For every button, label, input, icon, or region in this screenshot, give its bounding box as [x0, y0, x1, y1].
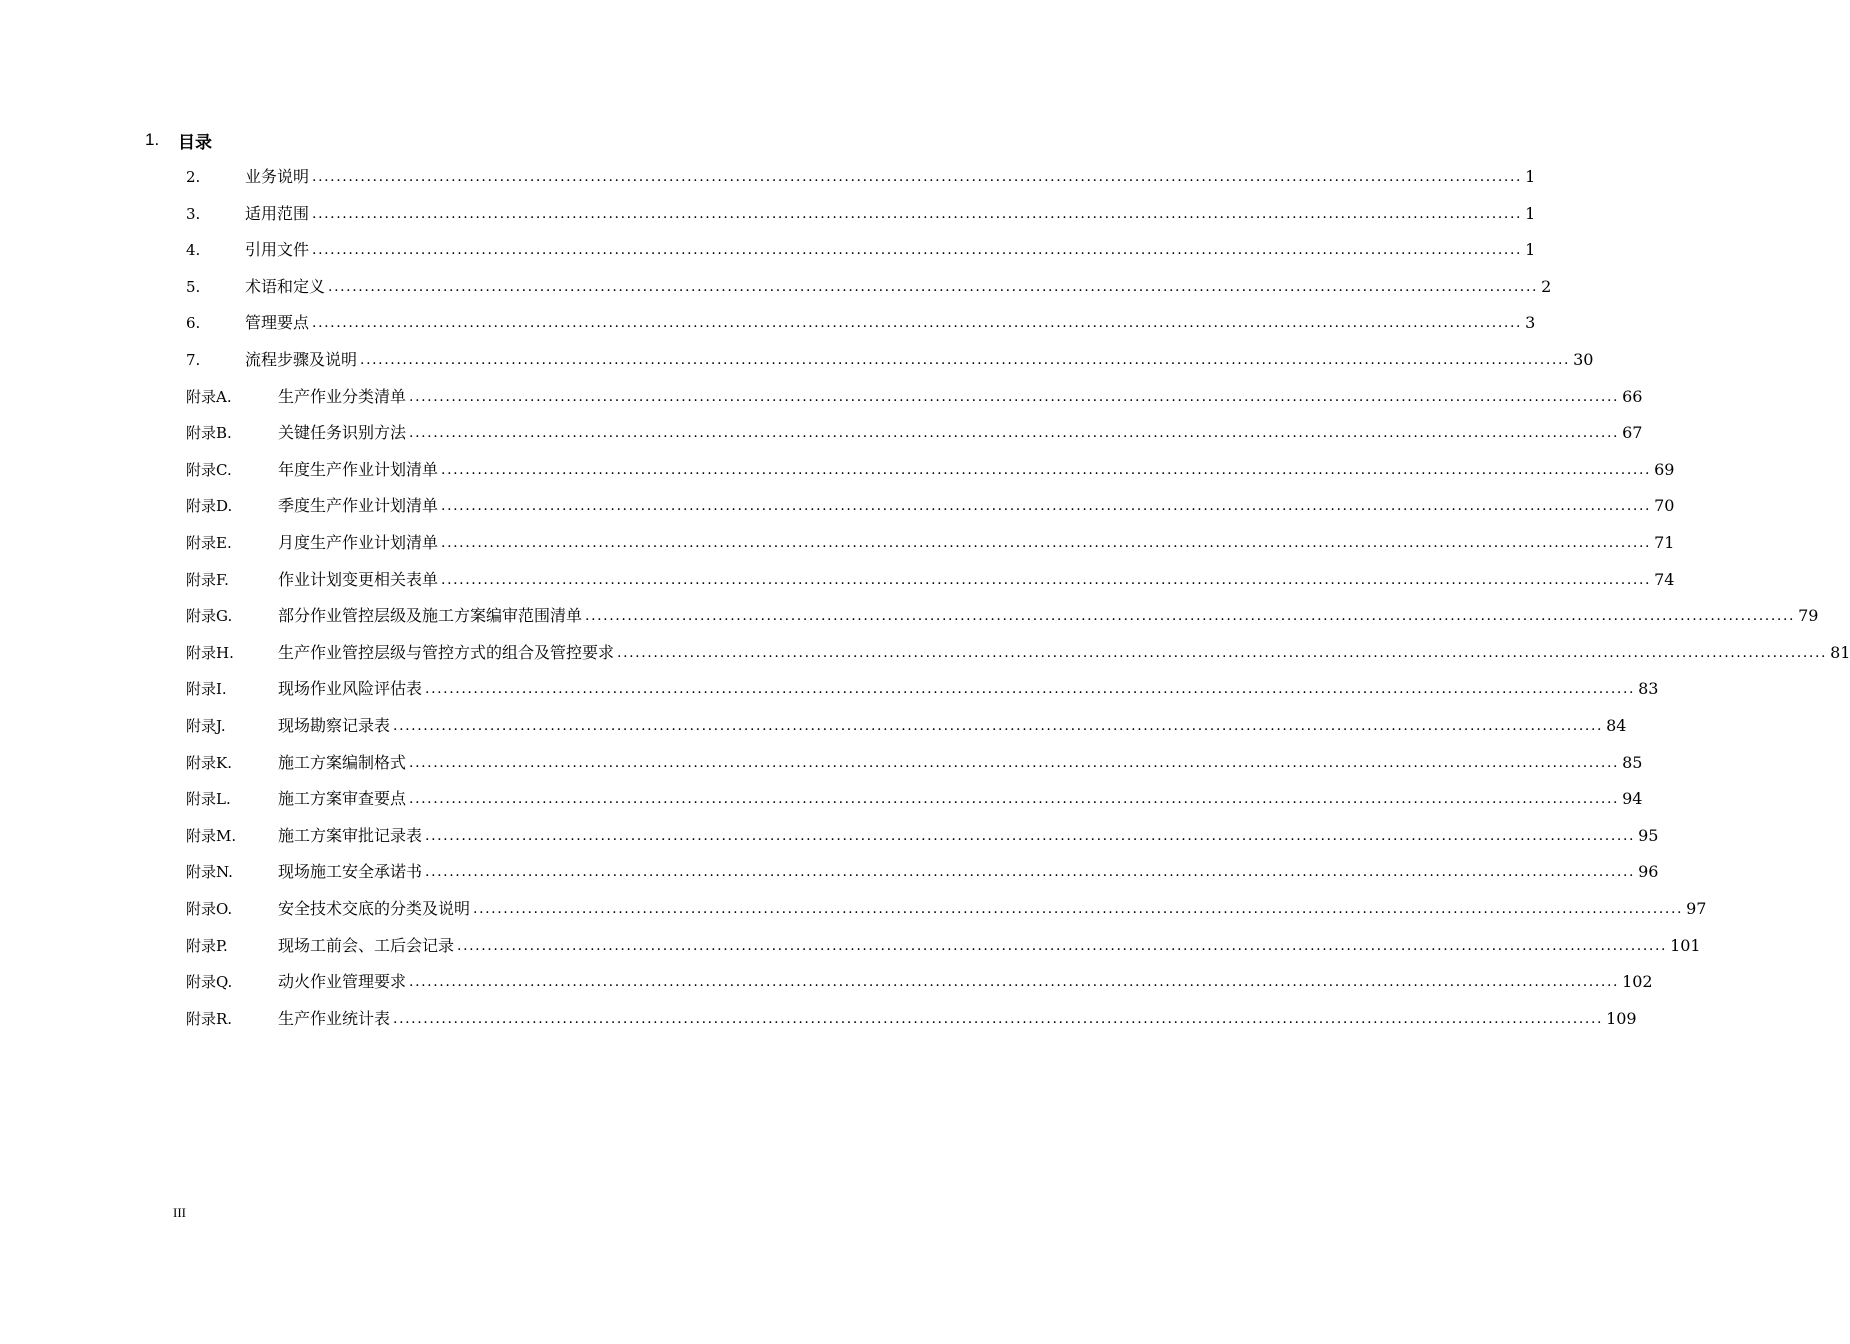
toc-entry[interactable]	[186, 491, 1675, 521]
toc-dot-leader: ........................................................................................................................................................................................................	[617, 644, 1828, 661]
toc-entry-number: 附录B.	[186, 424, 232, 443]
toc-entry-title: 业务说明	[245, 167, 310, 186]
toc-entry-title: 安全技术交底的分类及说明	[278, 899, 471, 918]
toc-entry-page: 66	[1622, 386, 1643, 406]
toc-entry-number: 2.	[186, 168, 201, 186]
toc-entry-number: 6.	[186, 314, 201, 333]
toc-entry[interactable]	[186, 235, 1536, 265]
toc-entry-number: 附录A.	[186, 387, 232, 406]
toc-entry[interactable]	[186, 162, 1536, 192]
toc-entry-title: 作业计划变更相关表单	[278, 569, 439, 589]
toc-entry-page: 84	[1606, 716, 1627, 735]
toc-entry-number: 7.	[186, 351, 201, 369]
toc-entry-number: 附录E.	[186, 534, 232, 552]
toc-dot-leader: ........................................................................................................................................................................................................	[409, 388, 1620, 405]
toc-entry[interactable]	[186, 601, 1819, 631]
toc-entry-page: 1	[1525, 167, 1536, 186]
toc-dot-leader: ........................................................................................................................................................................................................	[328, 278, 1539, 295]
toc-entry[interactable]	[186, 199, 1536, 229]
toc-entry-number: 附录C.	[186, 460, 232, 479]
toc-entry-page: 81	[1830, 642, 1850, 662]
toc-entry-page: 85	[1622, 752, 1643, 772]
toc-dot-leader: ........................................................................................................................................................................................................	[585, 608, 1796, 625]
toc-entry-title: 部分作业管控层级及施工方案编审范围清单	[278, 606, 583, 626]
toc-entry-page: 102	[1622, 972, 1653, 992]
toc-dot-leader: ........................................................................................................................................................................................................	[441, 498, 1652, 515]
toc-dot-leader: ........................................................................................................................................................................................................	[409, 754, 1620, 771]
toc-heading-number: 1.	[145, 130, 160, 149]
toc-dot-leader: ........................................................................................................................................................................................................	[393, 718, 1604, 734]
toc-entry-page: 79	[1798, 606, 1819, 626]
toc-entry-number: 附录N.	[186, 863, 233, 882]
toc-entry-page: 70	[1654, 496, 1675, 516]
toc-entry[interactable]	[186, 674, 1659, 704]
toc-entry[interactable]	[186, 931, 1701, 961]
toc-dot-leader: ........................................................................................................................................................................................................	[360, 352, 1571, 368]
toc-dot-leader: ........................................................................................................................................................................................................	[409, 974, 1620, 991]
toc-dot-leader: ........................................................................................................................................................................................................	[425, 864, 1636, 881]
toc-dot-leader: ........................................................................................................................................................................................................	[441, 571, 1652, 588]
toc-entry[interactable]	[186, 711, 1627, 741]
toc-dot-leader: ........................................................................................................................................................................................................	[473, 901, 1684, 917]
toc-entry-title: 月度生产作业计划清单	[278, 533, 439, 552]
toc-entry-number: 附录R.	[186, 1009, 233, 1028]
toc-dot-leader: ........................................................................................................................................................................................................	[409, 425, 1620, 442]
toc-heading-title: 目录	[178, 132, 212, 152]
toc-entry-title: 现场勘察记录表	[278, 716, 391, 735]
toc-entry[interactable]	[186, 894, 1707, 924]
toc-dot-leader: ........................................................................................................................................................................................................	[393, 1010, 1604, 1027]
toc-entry[interactable]	[186, 857, 1659, 887]
toc-entry-title: 现场作业风险评估表	[278, 679, 423, 699]
toc-entry-number: 附录J.	[186, 717, 226, 735]
toc-entry-title: 季度生产作业计划清单	[278, 496, 439, 516]
toc-entry[interactable]	[186, 418, 1643, 448]
toc-entry-number: 附录I.	[186, 680, 227, 699]
toc-entry[interactable]	[186, 638, 1850, 668]
toc-entry-title: 生产作业管控层级与管控方式的组合及管控要求	[278, 642, 615, 662]
toc-dot-leader: ........................................................................................................................................................................................................	[312, 315, 1523, 332]
toc-entry-page: 67	[1622, 423, 1643, 443]
toc-entry-title: 关键任务识别方法	[278, 423, 407, 443]
toc-entry[interactable]	[186, 784, 1643, 814]
page-number: III	[173, 1205, 186, 1220]
toc-entry-title: 流程步骤及说明	[245, 350, 358, 369]
toc-entry[interactable]	[186, 821, 1659, 851]
toc-entry-page: 94	[1622, 789, 1643, 809]
toc-entry-number: 附录F.	[186, 570, 229, 589]
toc-entry-title: 施工方案审批记录表	[278, 825, 423, 845]
toc-entry-title: 生产作业分类清单	[278, 386, 407, 406]
toc-entry-number: 附录L.	[186, 790, 231, 809]
toc-entry-title: 适用范围	[245, 203, 310, 223]
toc-entry-page: 71	[1654, 533, 1675, 552]
toc-entry-page: 2	[1541, 276, 1552, 296]
toc-entry-title: 术语和定义	[245, 276, 326, 296]
toc-dot-leader: ........................................................................................................................................................................................................	[425, 681, 1636, 698]
toc-entry-page: 97	[1686, 899, 1707, 918]
toc-entry[interactable]	[186, 382, 1643, 412]
toc-entry-title: 施工方案审查要点	[278, 789, 407, 809]
toc-dot-leader: ........................................................................................................................................................................................................	[312, 242, 1523, 259]
toc-entry-page: 1	[1525, 203, 1536, 223]
toc-dot-leader: ........................................................................................................................................................................................................	[312, 169, 1523, 185]
toc-entry-page: 74	[1654, 569, 1675, 589]
toc-entry-page: 96	[1638, 862, 1659, 882]
toc-entry-page: 109	[1606, 1008, 1637, 1028]
toc-dot-leader: ........................................................................................................................................................................................................	[441, 535, 1652, 551]
toc-dot-leader: ........................................................................................................................................................................................................	[312, 205, 1523, 222]
toc-entry-number: 附录G.	[186, 607, 233, 626]
toc-entry-number: 4.	[186, 241, 201, 260]
toc-entry-number: 附录D.	[186, 497, 233, 516]
toc-entry-number: 附录M.	[186, 826, 237, 845]
toc-entry-number: 附录O.	[186, 900, 233, 918]
toc-dot-leader: ........................................................................................................................................................................................................	[409, 791, 1620, 808]
toc-entry-page: 3	[1525, 313, 1536, 333]
toc-entry-title: 生产作业统计表	[278, 1008, 391, 1028]
toc-entry-number: 附录K.	[186, 753, 232, 772]
toc-entry[interactable]	[186, 528, 1675, 558]
toc-entry-page: 30	[1573, 350, 1594, 369]
toc-entry-number: 附录H.	[186, 643, 234, 662]
toc-entry[interactable]	[186, 748, 1643, 778]
toc-dot-leader: ........................................................................................................................................................................................................	[457, 937, 1668, 954]
toc-entry-page: 69	[1654, 459, 1675, 479]
toc-dot-leader: ........................................................................................................................................................................................................	[441, 461, 1652, 478]
toc-entry-title: 动火作业管理要求	[278, 972, 407, 992]
toc-entry[interactable]	[186, 565, 1675, 595]
toc-entry-title: 年度生产作业计划清单	[278, 459, 439, 479]
toc-entry-title: 引用文件	[245, 240, 310, 260]
toc-entry[interactable]	[186, 345, 1594, 375]
toc-entry[interactable]	[186, 272, 1552, 302]
toc-entry[interactable]	[186, 308, 1536, 338]
toc-entry-number: 附录P.	[186, 936, 228, 955]
toc-entry-title: 现场工前会、工后会记录	[278, 935, 455, 955]
toc-entry-number: 3.	[186, 204, 201, 223]
toc-entry-page: 83	[1638, 679, 1659, 699]
toc-entry-page: 95	[1638, 825, 1659, 845]
toc-entry[interactable]	[186, 967, 1653, 997]
toc-entry-title: 管理要点	[245, 313, 310, 333]
toc-entry-number: 5.	[186, 277, 201, 296]
toc-entry-title: 施工方案编制格式	[278, 752, 407, 772]
toc-entry[interactable]	[186, 1004, 1637, 1034]
toc-entry-page: 1	[1525, 240, 1536, 260]
toc-entry[interactable]	[186, 455, 1675, 485]
toc-entry-page: 101	[1670, 935, 1701, 955]
toc-entry-number: 附录Q.	[186, 973, 233, 992]
toc-entry-title: 现场施工安全承诺书	[278, 862, 423, 882]
toc-dot-leader: ........................................................................................................................................................................................................	[425, 827, 1636, 844]
